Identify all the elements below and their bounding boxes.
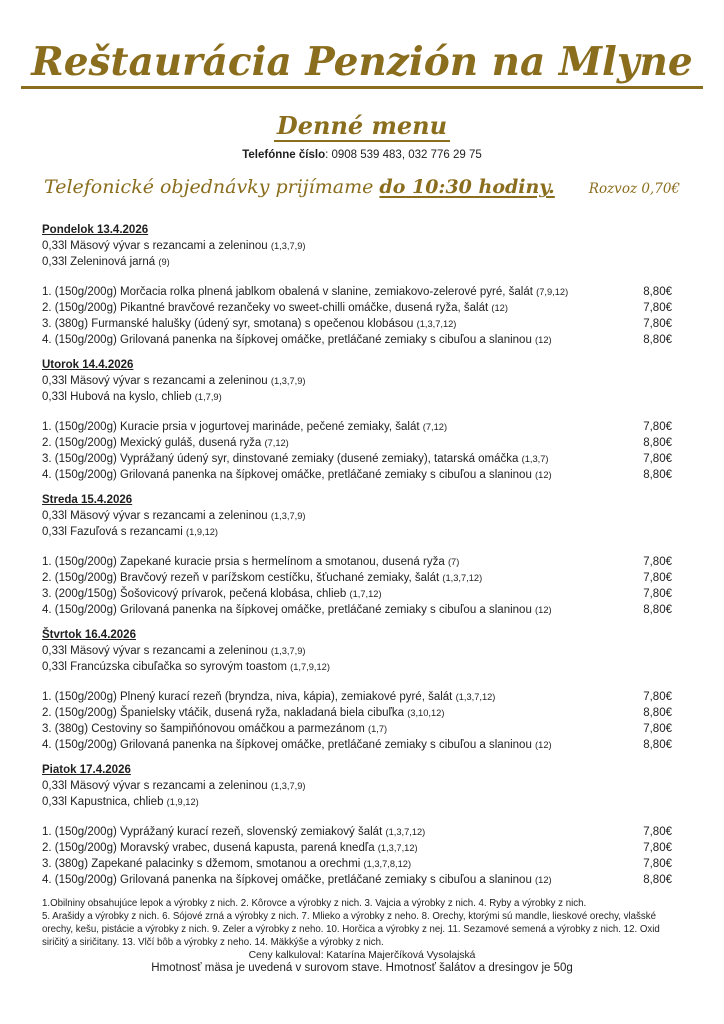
day-section-piatok (42, 762, 672, 888)
allergen-codes: (1,3,7,9) (270, 646, 306, 657)
menu-item-row (42, 705, 672, 721)
menu-item-text (42, 602, 643, 618)
header (0, 40, 724, 89)
menu-item-text (42, 721, 643, 737)
allergen-codes: (3,10,12) (407, 708, 445, 719)
menu-item-name: 2. (150g/200g) Španielsky vtáčik, dusená ryža, nakladaná biela cibuľka (42, 707, 404, 720)
delivery-fee-note: Rozvoz 0,70€ (588, 181, 680, 198)
menu-item-price: 8,80€ (643, 874, 672, 887)
menu-item-price: 7,80€ (643, 691, 672, 704)
menu-item-price: 7,80€ (643, 588, 672, 601)
menu-item-row (42, 856, 672, 872)
main-courses (42, 554, 672, 618)
allergen-codes: (12) (535, 335, 552, 346)
soup-line (42, 794, 672, 810)
menu-item-price: 8,80€ (643, 604, 672, 617)
soup-text: 0,33l Hubová na kyslo, chlieb (42, 391, 192, 404)
menu-item-text (42, 332, 643, 348)
menu-item-row (42, 332, 672, 348)
menu-item-text (42, 419, 643, 435)
menu-item-text (42, 737, 643, 753)
main-courses (42, 824, 672, 888)
soup-line (42, 643, 672, 659)
menu-item-name: 1. (150g/200g) Morčacia rolka plnená jablkom obalená v slanine, zemiakovo-zelerové pyré, šalát (42, 286, 533, 299)
menu-item-row (42, 300, 672, 316)
menu-item-row (42, 872, 672, 888)
menu-body (0, 222, 724, 888)
soup-line (42, 524, 672, 540)
menu-item-price: 7,80€ (643, 826, 672, 839)
menu-item-price: 7,80€ (643, 572, 672, 585)
price-calculator-note: Ceny kalkuloval: Katarína Majerčíková Vysolajská (248, 950, 476, 962)
menu-item-text (42, 705, 643, 721)
allergen-codes: (1,3,7,12) (442, 573, 483, 584)
allergen-codes: (1,3,7) (521, 454, 549, 465)
menu-item-name: 1. (150g/200g) Plnený kurací rezeň (bryndza, niva, kápia), zemiakové pyré, šalát (42, 691, 453, 704)
day-section-utorok (42, 357, 672, 483)
soup-line (42, 778, 672, 794)
main-courses (42, 419, 672, 483)
menu-item-text (42, 872, 643, 888)
allergen-codes: (12) (535, 605, 552, 616)
menu-item-text (42, 689, 643, 705)
menu-item-row (42, 840, 672, 856)
day-section-stvrtok (42, 627, 672, 753)
menu-item-name: 3. (380g) Cestoviny so šampiňónovou omáčkou a parmezánom (42, 723, 365, 736)
day-title: Streda 15.4.2026 (42, 494, 133, 507)
menu-item-name: 4. (150g/200g) Grilovaná panenka na šípkovej omáčke, pretláčané zemiaky s cibuľou a slaninou (42, 739, 532, 752)
main-courses (42, 284, 672, 348)
menu-item-row (42, 467, 672, 483)
day-section-streda (42, 492, 672, 618)
menu-item-name: 4. (150g/200g) Grilovaná panenka na šípkovej omáčke, pretláčané zemiaky s cibuľou a slaninou (42, 604, 532, 617)
menu-item-name: 3. (380g) Furmanské halušky (údený syr, smotana) s opečenou klobásou (42, 318, 414, 331)
menu-item-text (42, 467, 643, 483)
allergen-codes: (1,7,9) (194, 392, 222, 403)
allergen-legend-rest: 5. Arašidy a výrobky z nich. 6. Sójové zrná a výrobky z nich. 7. Mlieko a výrobky z neho. 8. Orechy, ktorými sú mandle, lieskové orechy, vlašské orechy, kešu, pistácie a výrobky z nich. 9. Zeler a výrobky z neho. 10. Horčica a výrobky z nej. 11. Sezamové semená a výrobky z nich. 12. Oxid siričitý a siričitany. 13. Vlčí bôb a výrobky z neho. 14. Mäkkýše a výrobky z nich. (42, 911, 660, 949)
soup-text: 0,33l Zeleninová jarná (42, 256, 156, 269)
menu-item-name: 1. (150g/200g) Vyprážaný kurací rezeň, slovenský zemiakový šalát (42, 826, 383, 839)
soup-text: 0,33l Francúzska cibuľačka so syrovým toastom (42, 661, 287, 674)
subtitle-wrap (0, 110, 724, 142)
allergen-codes: (1,3,7,12) (455, 692, 496, 703)
soup-text: 0,33l Mäsový vývar s rezancami a zeleninou (42, 240, 268, 253)
day-title: Piatok 17.4.2026 (42, 764, 131, 777)
menu-item-price: 7,80€ (643, 302, 672, 315)
allergen-codes: (1,7,9,12) (290, 662, 330, 673)
allergen-codes: (12) (535, 740, 552, 751)
menu-item-price: 7,80€ (643, 421, 672, 434)
menu-item-row (42, 737, 672, 753)
menu-item-text (42, 316, 643, 332)
menu-item-row (42, 586, 672, 602)
allergen-codes: (12) (491, 303, 508, 314)
allergen-codes: (1,7) (368, 724, 388, 735)
menu-item-text (42, 840, 643, 856)
menu-item-price: 7,80€ (643, 858, 672, 871)
phone-numbers: : 0908 539 483, 032 776 29 75 (325, 149, 482, 162)
allergen-codes: (1,9,12) (185, 527, 219, 538)
menu-item-name: 2. (150g/200g) Bravčový rezeň v parížskom cestíčku, šťuchané zemiaky, šalát (42, 572, 440, 585)
page-title: Reštaurácia Penzión na Mlyne (21, 40, 702, 89)
menu-item-text (42, 586, 643, 602)
menu-item-row (42, 689, 672, 705)
allergen-codes: (1,3,7,9) (270, 511, 306, 522)
allergen-codes: (1,3,7,8,12) (363, 859, 412, 870)
menu-item-row (42, 570, 672, 586)
allergen-codes: (1,7,12) (349, 589, 382, 600)
menu-item-price: 8,80€ (643, 739, 672, 752)
menu-item-name: 1. (150g/200g) Zapekané kuracie prsia s hermelínom a smotanou, dusená ryža (42, 556, 445, 569)
menu-item-price: 8,80€ (643, 707, 672, 720)
menu-item-text (42, 824, 643, 840)
allergen-codes: (1,3,7,12) (385, 827, 426, 838)
menu-item-price: 7,80€ (643, 318, 672, 331)
menu-item-name: 3. (200g/150g) Šošovicový prívarok, pečená klobása, chlieb (42, 588, 347, 601)
day-title: Štvrtok 16.4.2026 (42, 629, 136, 642)
menu-item-row (42, 419, 672, 435)
phone-label: Telefónne číslo (242, 149, 326, 162)
soup-line (42, 508, 672, 524)
soup-line (42, 659, 672, 675)
menu-item-name: 4. (150g/200g) Grilovaná panenka na šípkovej omáčke, pretláčané zemiaky s cibuľou a slaninou (42, 874, 532, 887)
footer (0, 897, 724, 974)
menu-item-price: 8,80€ (643, 334, 672, 347)
menu-item-text (42, 300, 643, 316)
menu-item-price: 8,80€ (643, 469, 672, 482)
order-time-emphasis: do 10:30 hodiny. (379, 176, 555, 199)
day-section-pondelok (42, 222, 672, 348)
main-courses (42, 689, 672, 753)
soup-line (42, 373, 672, 389)
menu-item-name: 3. (150g/200g) Vyprážaný údený syr, dinstované zemiaky (dusené zemiaky), tatarská omáčka (42, 453, 519, 466)
menu-item-text (42, 284, 643, 300)
allergen-codes: (1,3,7,9) (270, 241, 306, 252)
menu-item-row (42, 284, 672, 300)
allergen-codes: (7) (447, 557, 460, 568)
allergen-codes: (12) (535, 470, 552, 481)
allergen-codes: (7,12) (422, 422, 448, 433)
menu-item-name: 2. (150g/200g) Mexický guláš, dusená ryža (42, 437, 262, 450)
day-title: Pondelok 13.4.2026 (42, 224, 149, 237)
menu-item-price: 7,80€ (643, 556, 672, 569)
order-row (0, 176, 724, 198)
soup-text: 0,33l Mäsový vývar s rezancami a zeleninou (42, 375, 268, 388)
menu-item-name: 4. (150g/200g) Grilovaná panenka na šípkovej omáčke, pretláčané zemiaky s cibuľou a slaninou (42, 469, 532, 482)
menu-item-text (42, 451, 643, 467)
menu-item-name: 3. (380g) Zapekané palacinky s džemom, smotanou a orechmi (42, 858, 361, 871)
menu-item-row (42, 602, 672, 618)
menu-item-price: 7,80€ (643, 453, 672, 466)
allergen-codes: (12) (535, 875, 552, 886)
allergen-codes: (7,12) (264, 438, 289, 449)
allergen-codes: (9) (158, 257, 170, 268)
menu-item-price: 8,80€ (643, 437, 672, 450)
menu-item-row (42, 435, 672, 451)
order-note (44, 176, 555, 198)
day-title: Utorok 14.4.2026 (42, 359, 134, 372)
menu-item-row (42, 554, 672, 570)
allergen-codes: (1,3,7,9) (270, 781, 306, 792)
allergen-codes: (7,9,12) (536, 287, 569, 298)
menu-item-name: 2. (150g/200g) Moravský vrabec, dusená kapusta, parená knedľa (42, 842, 375, 855)
menu-item-text (42, 554, 643, 570)
menu-item-row (42, 451, 672, 467)
allergen-codes: (1,3,7,12) (416, 319, 457, 330)
menu-item-row (42, 316, 672, 332)
allergen-legend-line1: 1.Obilniny obsahujúce lepok a výrobky z nich. 2. Kôrovce a výrobky z nich. 3. Vajcia a výrobky z nich. 4. Ryby a výrobky z nich. (42, 898, 587, 910)
order-note-prefix: Telefonické objednávky prijímame (44, 176, 374, 199)
allergen-codes: (1,3,7,9) (270, 376, 306, 387)
menu-item-row (42, 721, 672, 737)
menu-item-price: 7,80€ (643, 723, 672, 736)
weight-note: Hmotnosť mäsa je uvedená v surovom stave. Hmotnosť šalátov a dresingov je 50g (151, 962, 573, 975)
menu-item-text (42, 435, 643, 451)
menu-item-price: 7,80€ (643, 842, 672, 855)
menu-item-text (42, 570, 643, 586)
soup-line (42, 389, 672, 405)
menu-item-text (42, 856, 643, 872)
soup-text: 0,33l Mäsový vývar s rezancami a zeleninou (42, 780, 268, 793)
soup-text: 0,33l Kapustnica, chlieb (42, 796, 164, 809)
soup-text: 0,33l Fazuľová s rezancami (42, 526, 183, 539)
soup-text: 0,33l Mäsový vývar s rezancami a zeleninou (42, 510, 268, 523)
menu-item-row (42, 824, 672, 840)
menu-item-name: 1. (150g/200g) Kuracie prsia v jogurtovej marináde, pečené zemiaky, šalát (42, 421, 420, 434)
allergen-codes: (1,3,7,12) (377, 843, 418, 854)
menu-item-price: 8,80€ (643, 286, 672, 299)
phone-line (0, 149, 724, 161)
soup-line (42, 254, 672, 270)
soup-line (42, 238, 672, 254)
soup-text: 0,33l Mäsový vývar s rezancami a zeleninou (42, 645, 268, 658)
menu-item-name: 2. (150g/200g) Pikantné bravčové rezančeky vo sweet-chilli omáčke, dusená ryža, šalát (42, 302, 489, 315)
menu-subtitle: Denné menu (274, 113, 450, 142)
menu-item-name: 4. (150g/200g) Grilovaná panenka na šípkovej omáčke, pretláčané zemiaky s cibuľou a slaninou (42, 334, 532, 347)
allergen-codes: (1,9,12) (166, 797, 199, 808)
